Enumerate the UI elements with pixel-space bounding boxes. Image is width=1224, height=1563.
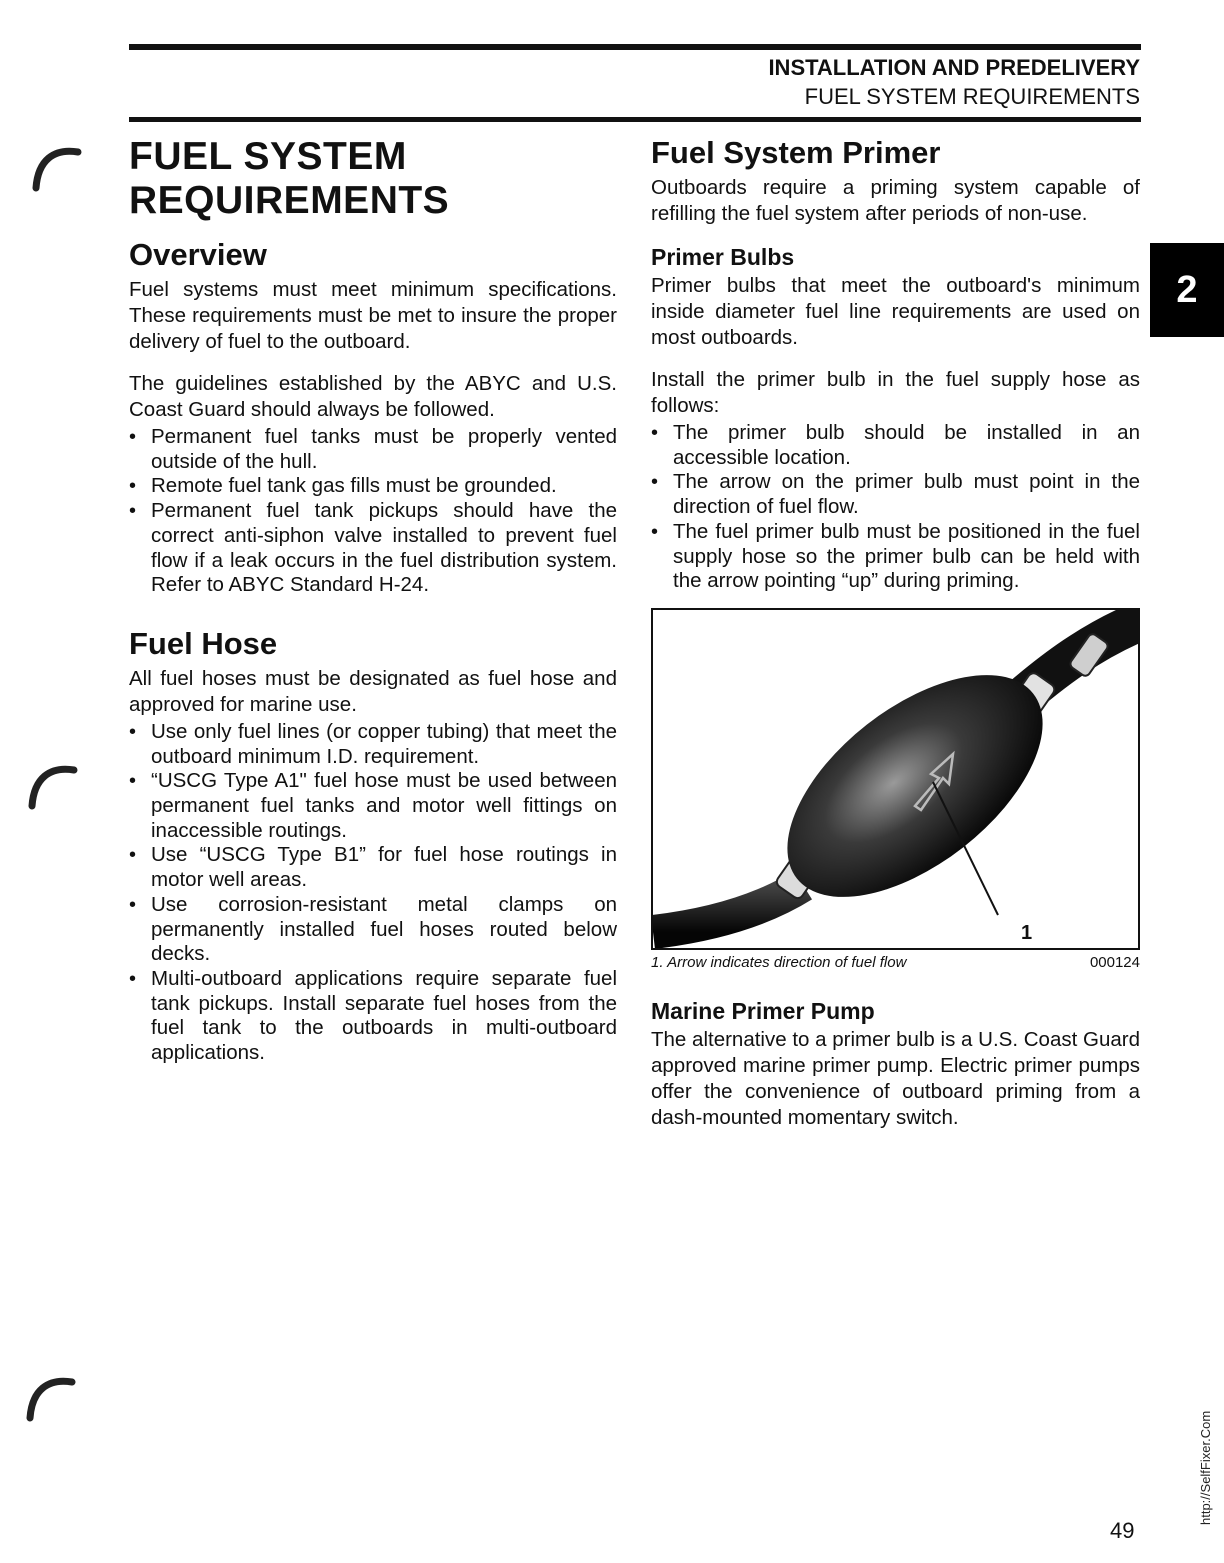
right-column <box>651 135 1140 1147</box>
inlet-hose <box>653 885 803 932</box>
binder-hole-mark <box>26 1370 86 1430</box>
primer-bulb-figure <box>651 608 1140 950</box>
figure-ref-number: 000124 <box>1089 953 1140 971</box>
binder-hole-mark <box>32 140 92 200</box>
page-title-line2: REQUIREMENTS <box>129 179 450 222</box>
running-header-section: INSTALLATION AND PREDELIVERY <box>768 55 1140 80</box>
figure-caption <box>651 954 1140 971</box>
list-item: • Use “USCG Type B1” for fuel hose routings in motor well areas. <box>129 843 617 892</box>
fuel-system-primer-paragraph: Outboards require a priming system capable of refilling the fuel system after periods of non-use. <box>651 176 1140 225</box>
callout-number: 1 <box>1021 921 1033 944</box>
list-item: • The arrow on the primer bulb must point in the direction of fuel flow. <box>651 470 1140 519</box>
watermark-text: http://SelfFixer.Com <box>1198 1410 1213 1525</box>
marine-primer-pump-paragraph: The alternative to a primer bulb is a U.S. Coast Guard approved marine primer pump. Electric primer pumps offer the convenience of outboard priming from a dash-mounted momentary switch. <box>651 1027 1140 1129</box>
fuel-hose-paragraph: All fuel hoses must be designated as fuel hose and approved for marine use. <box>129 666 617 716</box>
list-item: • Use corrosion-resistant metal clamps on permanently installed fuel hoses routed below decks. <box>129 893 617 967</box>
guidelines-paragraph: The guidelines established by the ABYC and U.S. Coast Guard should always be followed. <box>129 372 617 421</box>
fuel-hose-bullets <box>129 720 617 1066</box>
list-item: • The fuel primer bulb must be positioned in the fuel supply hose so the primer bulb can be held with the arrow pointing “up” during priming. <box>651 520 1140 594</box>
list-item: • Permanent fuel tanks must be properly vented outside of the hull. <box>129 425 617 474</box>
primer-bulb-illustration <box>653 610 1138 948</box>
fuel-hose-heading: Fuel Hose <box>129 625 278 661</box>
overview-bullets <box>129 425 617 598</box>
list-item: • Remote fuel tank gas fills must be grounded. <box>129 474 617 499</box>
running-header-subsection: FUEL SYSTEM REQUIREMENTS <box>804 84 1140 109</box>
page-number: 49 <box>1110 1518 1135 1543</box>
chapter-tab: 2 <box>1150 243 1224 337</box>
primer-bulbs-paragraph: Primer bulbs that meet the outboard's minimum inside diameter fuel line requirements are used on most outboards. <box>651 274 1140 349</box>
list-item: • Use only fuel lines (or copper tubing) that meet the outboard minimum I.D. requirement. <box>129 720 617 769</box>
overview-paragraph: Fuel systems must meet minimum specifications. These requirements must be met to insure the proper delivery of fuel to the outboard. <box>129 278 617 353</box>
primer-bulbs-bullets <box>651 421 1140 594</box>
marine-primer-pump-heading: Marine Primer Pump <box>651 997 875 1024</box>
primer-install-paragraph: Install the primer bulb in the fuel supply hose as follows: <box>651 368 1140 417</box>
header-rule-bottom <box>129 117 1141 122</box>
binder-hole-mark <box>28 758 88 818</box>
list-item: • “USCG Type A1" fuel hose must be used between permanent fuel tanks and motor well fittings on inaccessible routings. <box>129 769 617 843</box>
list-item: • Multi-outboard applications require separate fuel tank pickups. Install separate fuel hoses from the fuel tank to the outboards in multi-outboard applications. <box>129 967 617 1066</box>
fuel-system-primer-heading: Fuel System Primer <box>651 135 941 170</box>
list-item: • The primer bulb should be installed in an accessible location. <box>651 421 1140 470</box>
left-column <box>129 135 617 1088</box>
overview-heading: Overview <box>129 237 267 272</box>
page-title <box>129 135 617 223</box>
primer-bulbs-heading: Primer Bulbs <box>651 244 795 270</box>
page-title-line1: FUEL SYSTEM <box>129 135 407 178</box>
header-rule-top <box>129 44 1141 50</box>
list-item: • Permanent fuel tank pickups should have the correct anti-siphon valve installed to prevent fuel flow if a leak occurs in the fuel distribution system. Refer to ABYC Standard H-24. <box>129 499 617 598</box>
figure-caption-text: 1. Arrow indicates direction of fuel flow <box>651 953 907 971</box>
